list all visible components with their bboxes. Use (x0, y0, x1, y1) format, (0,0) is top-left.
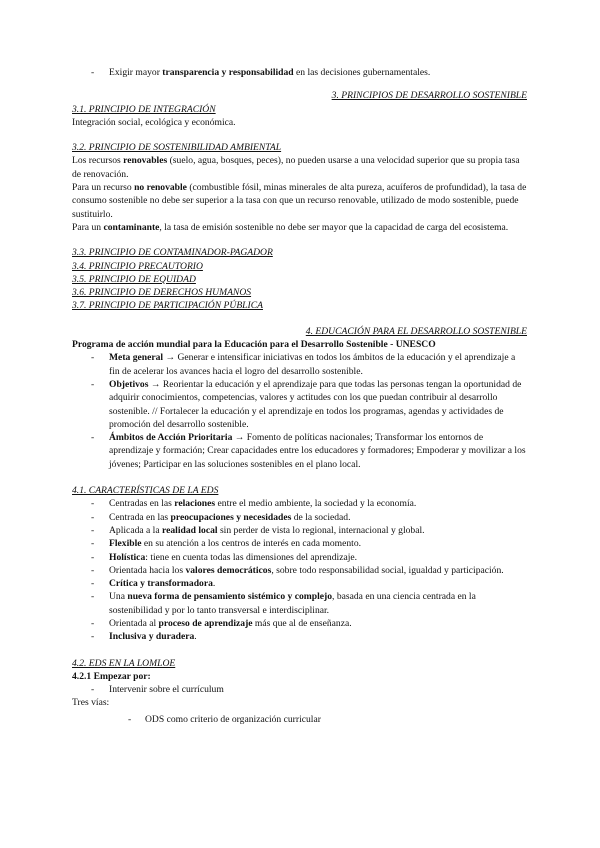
list-item: - Orientada hacia los valores democráticos, sobre todo responsabilidad social, igualdad y participación. (91, 564, 504, 576)
section-4-2-heading: 4.2. EDS EN LA LOMLOE (72, 657, 176, 669)
section-3-7-heading: 3.7. PRINCIPIO DE PARTICIPACIÓN PÚBLICA (72, 300, 263, 312)
section-3-5-heading: 3.5. PRINCIPIO DE EQUIDAD (72, 273, 196, 285)
section-4-heading: 4. EDUCACIÓN PARA EL DESARROLLO SOSTENIBLE (305, 325, 527, 337)
list-item: - Exigir mayor transparencia y responsabilidad en las decisiones gubernamentales. (91, 67, 431, 78)
list-item: - Flexible en su atención a los centros de interés en cada momento. (91, 538, 362, 550)
tres-vias-label: Tres vías: (72, 697, 110, 709)
programa-heading: Programa de acción mundial para la Educación para el Desarrollo Sostenible - UNESCO (72, 339, 436, 351)
list-item: - Objetivos → Reorientar la educación y el aprendizaje para que todas las personas tengan la oportunidad de adquirir conocimientos, competencias, valores y actitudes con los que puedan contribuir al desarrollo sostenible. // Fortalecer la educación y el aprendizaje en todos los programas, agendas y actividades de promoción del desarrollo sostenible. (91, 378, 522, 430)
list-item: - Inclusiva y duradera. (91, 631, 197, 643)
list-item: - Ámbitos de Acción Prioritaria → Fomento de políticas nacionales; Transformar los entornos de aprendizaje y formación; Crear capacidades entre los educadores y formadores; Empoderar y movilizar a los jóvenes; Participar en las soluciones sostenibles en el plano local. (91, 432, 526, 470)
list-item: - Holística: tiene en cuenta todas las dimensiones del aprendizaje. (91, 551, 358, 563)
paragraph-contaminante: Para un contaminante, la tasa de emisión sostenible no debe ser mayor que la capacidad de carga del ecosistema. (72, 221, 509, 233)
section-4-1-heading: 4.1. CARACTERÍSTICAS DE LA EDS (72, 485, 219, 497)
section-3-6-heading: 3.6. PRINCIPIO DE DERECHOS HUMANOS (72, 287, 252, 299)
section-3-4-heading: 3.4. PRINCIPIO PRECAUTORIO (72, 260, 203, 272)
section-3-1-heading: 3.1. PRINCIPIO DE INTEGRACIÓN (72, 103, 216, 115)
section-4-2-1-heading: 4.2.1 Empezar por: (72, 670, 151, 682)
paragraph-renovables: Los recursos renovables (suelo, agua, bosques, peces), no pueden usarse a una velocidad superior que su propia tasa de renovación. (72, 155, 520, 180)
paragraph-no-renovable: Para un recurso no renovable (combustible fósil, minas minerales de alta pureza, acuíferos de profundidad), la tasa de consumo sostenible no debe ser superior a la tasa con que un recurso renovable, utilizado de modo sostenible, puede sustituirlo. (72, 182, 527, 220)
section-3-2-heading: 3.2. PRINCIPIO DE SOSTENIBILIDAD AMBIENTAL (72, 142, 282, 154)
document-page (72, 66, 527, 726)
section-3-heading: 3. PRINCIPIOS DE DESARROLLO SOSTENIBLE (331, 90, 527, 102)
item-text: Exigir mayor (109, 67, 163, 78)
list-item: - Centrada en las preocupaciones y necesidades de la sociedad. (91, 511, 351, 523)
list-item: - ODS como criterio de organización curricular (128, 713, 321, 725)
section-3-1-text: Integración social, ecológica y económica. (72, 116, 236, 128)
list-item: - Centradas en las relaciones entre el medio ambiente, la sociedad y la economía. (91, 498, 417, 510)
list-item: - Orientada al proceso de aprendizaje más que al de enseñanza. (91, 617, 352, 629)
section-3-3-heading: 3.3. PRINCIPIO DE CONTAMINADOR-PAGADOR (72, 247, 273, 259)
list-item: - Una nueva forma de pensamiento sistémico y complejo, basada en una ciencia centrada en la sostenibilidad y por lo tanto transversal e interdisciplinar. (91, 591, 476, 616)
item-text: en las decisiones gubernamentales. (293, 67, 431, 78)
list-item: - Aplicada a la realidad local sin perder de vista lo regional, internacional y global. (91, 524, 425, 536)
list-item: - Intervenir sobre el currículum (91, 684, 224, 696)
item-bold: transparencia y responsabilidad (162, 67, 294, 78)
characteristics-list (72, 497, 527, 643)
list-item: - Crítica y transformadora. (91, 578, 216, 590)
list-item: - Meta general → Generar e intensificar iniciativas en todos los ámbitos de la educación y el aprendizaje a fin de acelerar los avances hacia el logro del desarrollo sostenible. (91, 352, 516, 377)
programa-list (72, 351, 527, 471)
